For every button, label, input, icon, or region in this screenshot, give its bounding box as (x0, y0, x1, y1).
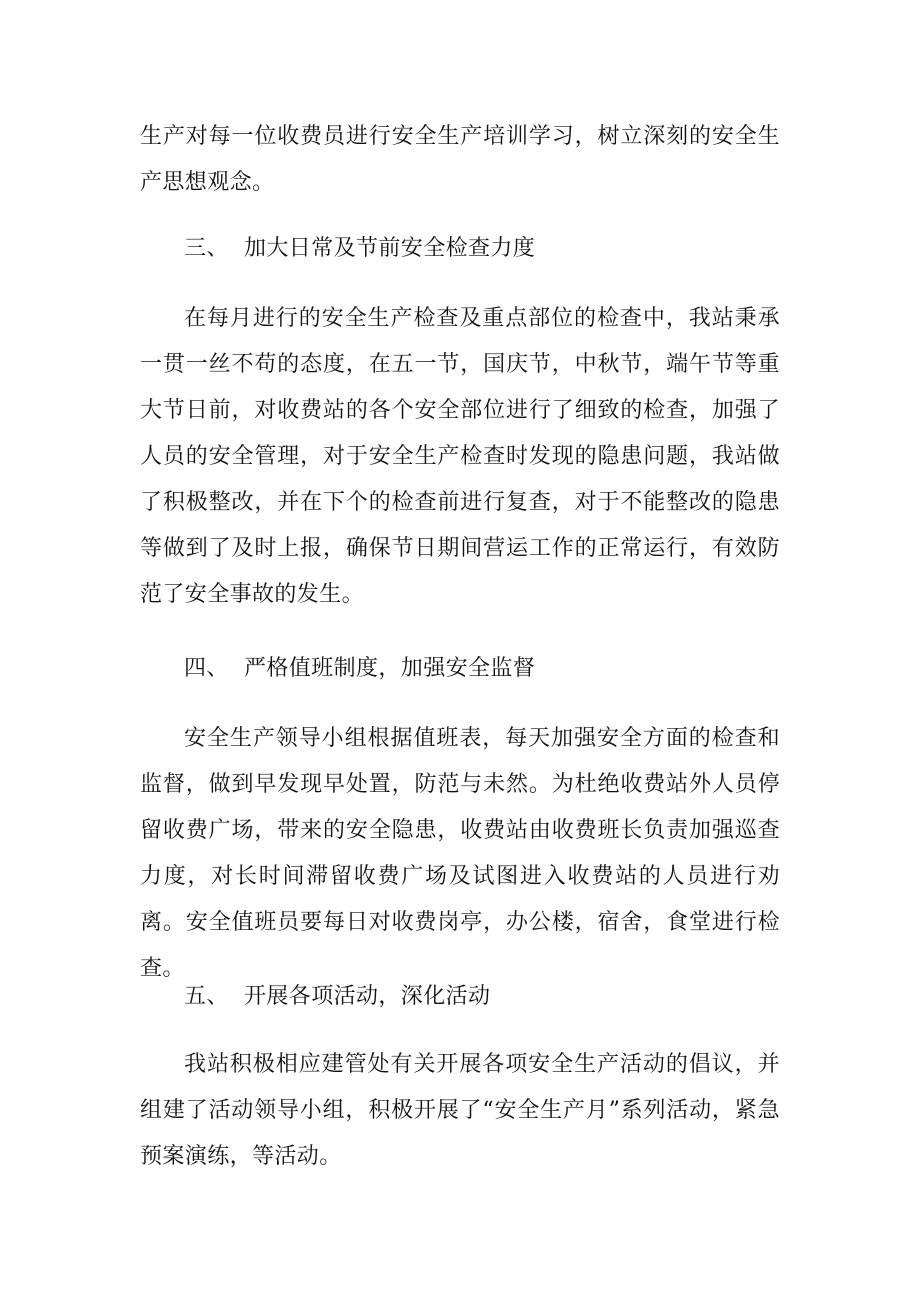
section-title: 严格值班制度，加强安全监督 (244, 656, 536, 681)
section-title: 开展各项活动，深化活动 (244, 984, 491, 1009)
section-number: 三、 (184, 236, 229, 261)
section-number: 四、 (184, 656, 229, 681)
section-heading-3 (140, 226, 824, 272)
section-5-body: 我站积极相应建管处有关开展各项安全生产活动的倡议，并组建了活动领导小组，积极开展了“安全生产月”系列活动，紧急预案演练，等活动。 (140, 1052, 780, 1169)
section-heading-5 (140, 974, 824, 1020)
section-heading-4 (140, 646, 824, 692)
section-title: 加大日常及节前安全检查力度 (244, 236, 536, 261)
section-4-body: 安全生产领导小组根据值班表，每天加强安全方面的检查和监督，做到早发现早处置，防范与未然。为杜绝收费站外人员停留收费广场，带来的安全隐患，收费站由收费班长负责加强巡查力度，对长时间滞留收费广场及试图进入收费站的人员进行劝离。安全值班员要每日对收费岗亭，办公楼，宿舍，食堂进行检查。 (140, 726, 780, 981)
section-3-body: 在每月进行的安全生产检查及重点部位的检查中，我站秉承一贯一丝不苟的态度，在五一节，国庆节，中秋节，端午节等重大节日前，对收费站的各个安全部位进行了细致的检查，加强了人员的安全管理，对于安全生产检查时发现的隐患问题，我站做了积极整改，并在下个的检查前进行复查，对于不能整改的隐患等做到了及时上报，确保节日期间营运工作的正常运行，有效防范了安全事故的发生。 (140, 306, 780, 607)
paragraph-continuation: 生产对每一位收费员进行安全生产培训学习，树立深刻的安全生产思想观念。 (140, 124, 780, 195)
section-number: 五、 (184, 984, 229, 1009)
